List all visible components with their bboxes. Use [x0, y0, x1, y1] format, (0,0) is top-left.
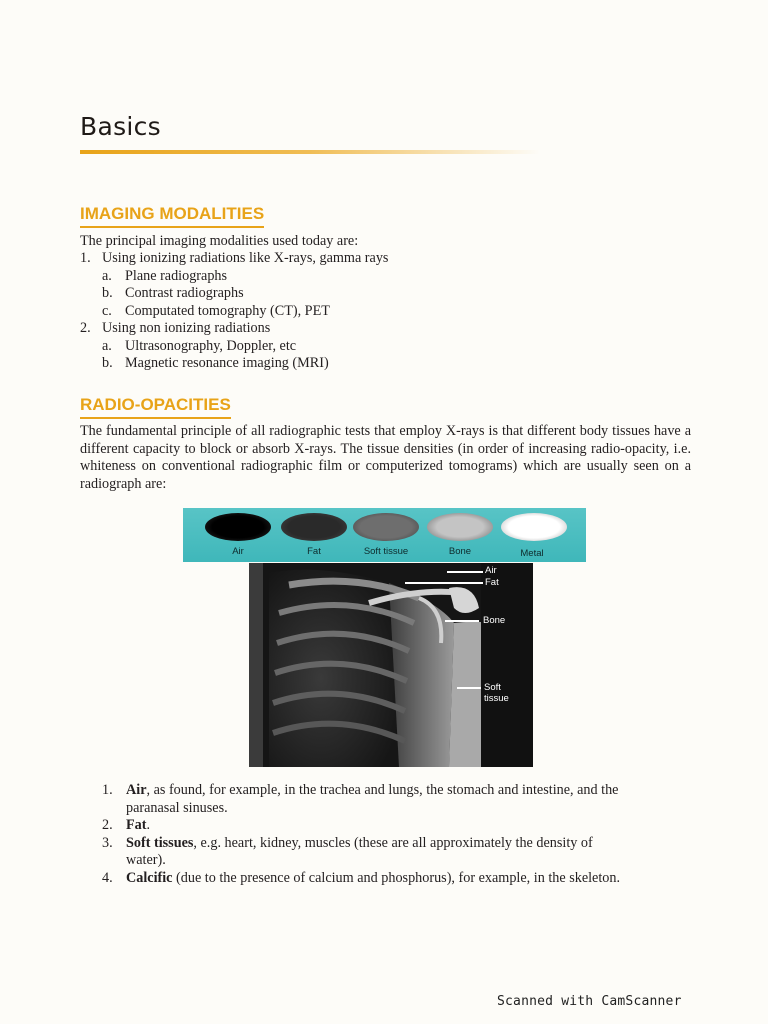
strip-label: Soft tissue: [363, 546, 409, 557]
title-underline: [80, 150, 540, 154]
soft-tissue-density-swatch: [353, 513, 419, 541]
strip-label: Bone: [448, 546, 472, 557]
fat-pointer: [405, 582, 483, 584]
bone-pointer: [445, 620, 479, 622]
metal-density-swatch: [501, 513, 567, 541]
fat-density-swatch: [281, 513, 347, 541]
list-item-continuation: water).: [126, 852, 166, 868]
air-pointer: [447, 571, 483, 573]
chest-xray-image: [249, 563, 533, 767]
imaging-intro: The principal imaging modalities used today are:: [80, 233, 359, 249]
xray-label-bone: Bone: [483, 615, 506, 626]
page-title: Basics: [80, 112, 162, 141]
density-scale-figure: [183, 508, 586, 562]
xray-label-soft-tissue: Soft tissue: [484, 682, 509, 704]
strip-label: Air: [232, 546, 244, 557]
soft-tissue-pointer: [457, 687, 481, 689]
strip-label: Fat: [307, 546, 321, 557]
scanner-watermark: Scanned with CamScanner: [497, 994, 682, 1009]
section-heading-imaging: IMAGING MODALITIES: [80, 204, 264, 228]
xray-label-air: Air: [485, 565, 497, 576]
radio-paragraph: The fundamental principle of all radiographic tests that employ X-rays is that different body tissues have a different capacity to block or absorb X-rays. The tissue densities (in order of increasing radio-opacity, i.e. whiteness on conventional radiographic film or computerized tomograms) which are usually seen on a radiograph are:: [80, 423, 691, 492]
chest-xray-drawing: [249, 563, 533, 767]
list-item-continuation: paranasal sinuses.: [126, 799, 228, 816]
air-density-swatch: [205, 513, 271, 541]
strip-label: Metal: [520, 548, 544, 559]
xray-label-fat: Fat: [485, 577, 499, 588]
section-heading-radio-opacities: RADIO-OPACITIES: [80, 395, 231, 419]
bone-density-swatch: [427, 513, 493, 541]
